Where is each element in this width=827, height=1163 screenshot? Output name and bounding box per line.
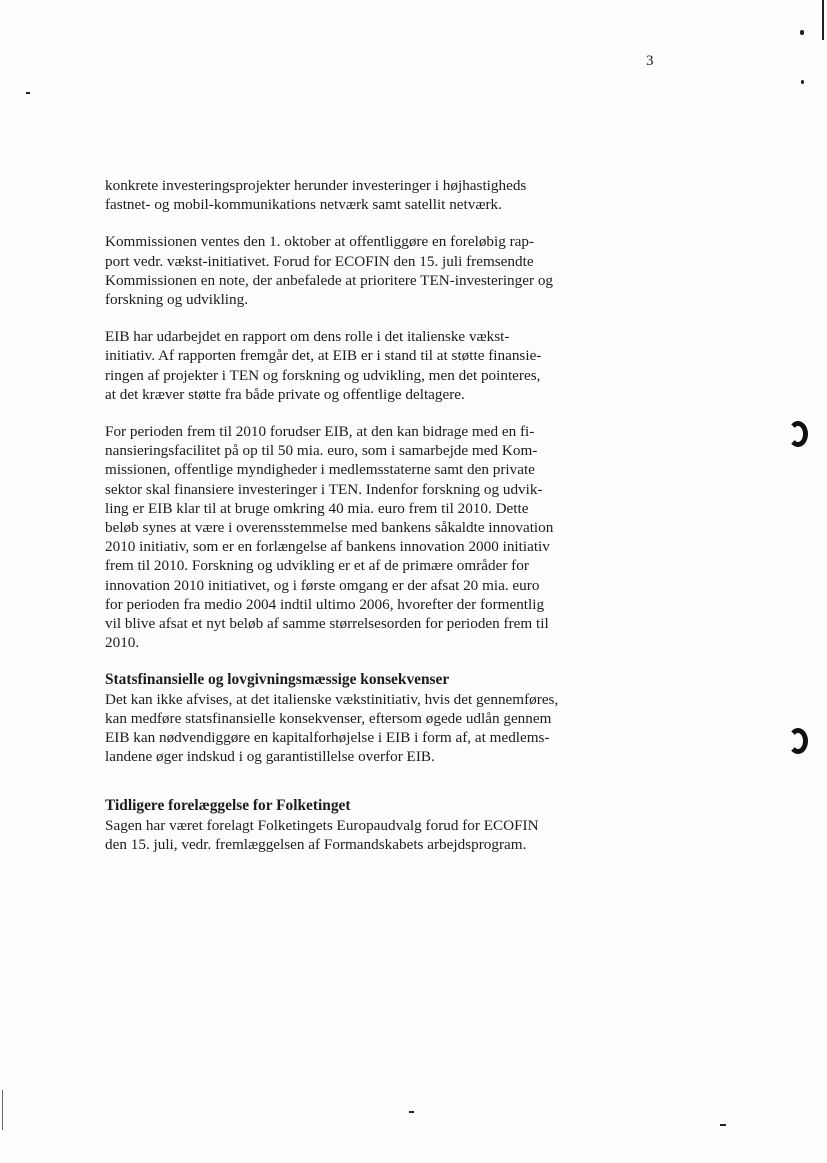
text-line: landene øger indskud i og garantistillelse overfor EIB.	[105, 748, 435, 766]
text-line: For perioden frem til 2010 forudser EIB, at den kan bidrage med en fi-	[105, 423, 535, 441]
text-line: frem til 2010. Forskning og udvikling er et af de primære områder for	[105, 557, 529, 575]
text-line: ling er EIB klar til at bruge omkring 40 mia. euro frem til 2010. Dette	[105, 499, 529, 517]
text-line: missionen, offentlige myndigheder i medlemsstaterne samt den private	[105, 461, 535, 479]
text-line: forskning og udvikling.	[105, 291, 249, 309]
text-line: konkrete investeringsprojekter herunder investeringer i højhastigheds	[105, 177, 527, 194]
text-line: 2010.	[105, 634, 140, 652]
text-line: innovation 2010 initiativet, og i første omgang er der afsat 20 mia. euro	[105, 576, 540, 594]
text-line: for perioden fra medio 2004 indtil ultimo 2006, hvorefter der formentlig	[105, 595, 545, 613]
text-line: EIB kan nødvendiggøre en kapitalforhøjelse i EIB i form af, at medlems-	[105, 729, 550, 747]
text-line: ringen af projekter i TEN og forskning og udvikling, men det pointeres,	[105, 366, 541, 384]
punch-hole-mark	[788, 421, 808, 447]
scan-speck	[409, 1111, 414, 1113]
text-line: nansieringsfacilitet på op til 50 mia. euro, som i samarbejde med Kom-	[105, 442, 538, 460]
text-line: 2010 initiativ, som er en forlængelse af bankens innovation 2000 initiativ	[105, 538, 550, 556]
scan-speck	[800, 30, 804, 35]
section-heading-fiscal-consequences: Statsfinansielle og lovgivningsmæssige konsekvenser	[105, 671, 450, 689]
text-line: Kommissionen en note, der anbefalede at prioritere TEN-investeringer og	[105, 271, 554, 289]
text-line: Sagen har været forelagt Folketingets Europaudvalg forud for ECOFIN	[105, 816, 539, 834]
text-line: beløb synes at være i overensstemmelse med bankens såkaldte innovation	[105, 519, 554, 537]
text-line: kan medføre statsfinansielle konsekvenser, eftersom øgede udlån gennem	[105, 709, 552, 727]
text-line: Det kan ikke afvises, at det italienske vækstinitiativ, hvis det gennemføres,	[105, 690, 559, 708]
paragraph-eib-financing	[105, 422, 635, 652]
paragraph-commission	[105, 232, 635, 309]
text-line: EIB har udarbejdet en rapport om dens rolle i det italienske vækst-	[105, 328, 510, 346]
document-body	[105, 176, 635, 872]
scan-speck	[2, 1090, 3, 1130]
text-line: port vedr. vækst-initiativet. Forud for ECOFIN den 15. juli fremsendte	[105, 252, 534, 270]
paragraph-previous-presentation	[105, 816, 635, 854]
text-line: fastnet- og mobil-kommunikations netværk samt satellit netværk.	[105, 196, 502, 214]
page-number: 3	[646, 53, 654, 69]
text-line: vil blive afsat et nyt beløb af samme størrelsesorden for perioden frem til	[105, 615, 549, 633]
text-line: sektor skal finansiere investeringer i TEN. Indenfor forskning og udvik-	[105, 480, 543, 498]
paragraph-intro	[105, 176, 635, 214]
scan-speck	[720, 1124, 726, 1126]
text-line: Kommissionen ventes den 1. oktober at offentliggøre en foreløbig rap-	[105, 233, 535, 251]
paragraph-fiscal-consequences	[105, 690, 635, 767]
text-line: den 15. juli, vedr. fremlæggelsen af Formandskabets arbejdsprogram.	[105, 835, 527, 853]
scan-speck	[822, 0, 824, 40]
scan-speck	[26, 92, 30, 94]
text-line: initiativ. Af rapporten fremgår det, at EIB er i stand til at støtte finansie-	[105, 347, 542, 365]
punch-hole-mark	[788, 728, 808, 754]
section-heading-previous-presentation: Tidligere forelæggelse for Folketinget	[105, 797, 351, 815]
scan-speck	[801, 80, 804, 84]
paragraph-eib-report	[105, 327, 635, 404]
text-line: at det kræver støtte fra både private og offentlige deltagere.	[105, 385, 465, 403]
